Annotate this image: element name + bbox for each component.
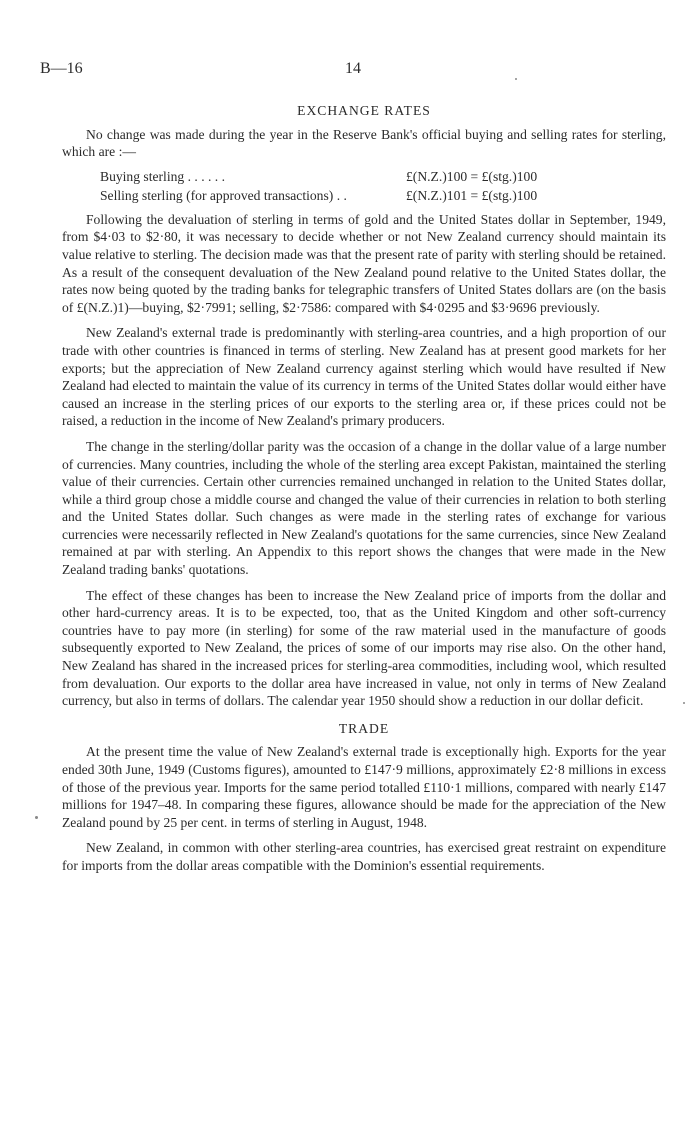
paragraph-effect-of-changes: The effect of these changes has been to increase the New Zealand price of imports from the dollar and other hard-currency areas. It is to be expected, too, that as the United Kingdom and other soft-currency countries have to pay more (in sterling) for some of the raw material used in the manufacture of goods subsequently exported to New Zealand, the prices of some of our imports may rise also. On the other hand, New Zealand has shared in the increased prices for sterling-area commodities, including wool, which resulted from devaluation. Our exports to the dollar area have increased in value, not only in terms of New Zealand currency, but also in terms of dollars. The calendar year 1950 should show a reduction in our dollar deficit.	[62, 587, 666, 709]
page-number: 14	[345, 60, 361, 77]
scan-mark	[515, 78, 517, 80]
rate-value: £(N.Z.)100 = £(stg.)100	[406, 168, 538, 184]
exchange-rates-intro: No change was made during the year in the Reserve Bank's official buying and selling rates for sterling, which are :—	[62, 126, 666, 160]
rate-value: £(N.Z.)101 = £(stg.)100	[406, 187, 538, 203]
sterling-rates-table	[100, 167, 666, 205]
paragraph-parity-change: The change in the sterling/dollar parity was the occasion of a change in the dollar value of a large number of currencies. Many countries, including the whole of the sterling area except Pakistan, maintained the sterling value of their currencies. Certain other currencies remained unchanged in relation to the United States dollar, while a third group chose a middle course and changed the value of their currencies in relation to both sterling and the United States dollar. Such changes as were made in the sterling rates of exchange for various currencies were necessarily reflected in New Zealand's quotations for the same currencies, since New Zealand remained at par with sterling. An Appendix to this report shows the changes that were made in the New Zealand trading banks' quotations.	[62, 438, 666, 578]
section-heading-trade: TRADE	[338, 720, 390, 736]
page-body	[62, 102, 666, 883]
paragraph-import-restraint: New Zealand, in common with other sterling-area countries, has exercised great restraint on expenditure for imports from the dollar areas compatible with the Dominion's essential requirements.	[62, 840, 666, 873]
rate-label: Selling sterling (for approved transactions) . .	[100, 187, 347, 203]
section-heading-exchange-rates: EXCHANGE RATES	[297, 103, 431, 118]
paragraph-devaluation: Following the devaluation of sterling in terms of gold and the United States dollar in September, 1949, from $4·03 to $2·80, it was necessary to decide whether or not New Zealand currency should maintain its value relative to sterling. The decision made was that the present rate of parity with sterling should be retained. As a result of the consequent devaluation of the New Zealand pound relative to the United States dollar, the rates now being quoted by the trading banks for telegraphic transfers of United States dollars are (on the basis of £(N.Z.)1)—buying, $2·7991; selling, $2·7586: compared with $4·0295 and $3·9696 previously.	[62, 211, 666, 315]
rate-row-buying	[100, 167, 666, 186]
document-reference: B—16	[40, 60, 83, 77]
rate-label: Buying sterling . . . . . .	[100, 168, 225, 184]
paragraph-trade-value: At the present time the value of New Zealand's external trade is exceptionally high. Exports for the year ended 30th June, 1949 (Customs figures), amounted to £147·9 millions, approximately £2·8 millions in excess of those of the previous year. Imports for the same period totalled £110·1 millions, compared with nearly £147 millions for 1947–48. In comparing these figures, allowance should be made for the appreciation of the New Zealand pound by 25 per cent. in terms of sterling in August, 1948.	[62, 744, 666, 830]
scan-mark	[683, 702, 685, 704]
paragraph-external-trade: New Zealand's external trade is predominantly with sterling-area countries, and a high proportion of our trade with other countries is financed in terms of sterling. New Zealand has at present good markets for her exports; but the appreciation of New Zealand currency against sterling which would have resulted if New Zealand had elected to maintain the value of its currency in terms of the United States dollar would either have caused an increase in the sterling prices of our exports to the sterling area or, if these prices could not be raised, a reduction in the income of New Zealand's primary producers.	[62, 325, 666, 429]
rate-row-selling	[100, 186, 666, 205]
scan-mark	[35, 816, 38, 819]
page-header	[40, 60, 660, 82]
